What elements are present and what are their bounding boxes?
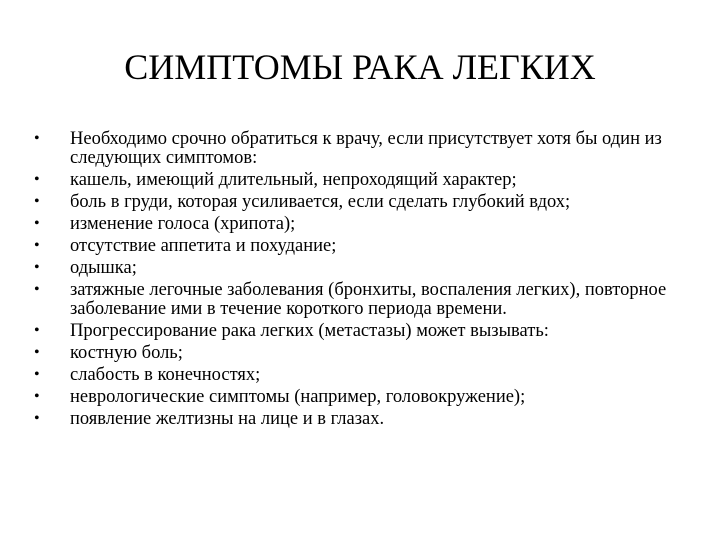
list-item-text: боль в груди, которая усиливается, если сделать глубокий вдох; bbox=[70, 191, 571, 212]
list-item bbox=[34, 237, 674, 256]
list-item-text: появление желтизны на лице и в глазах. bbox=[70, 409, 385, 430]
list-item bbox=[34, 366, 674, 385]
symptom-list bbox=[34, 130, 674, 432]
list-item bbox=[34, 259, 674, 278]
list-item bbox=[34, 215, 674, 234]
list-item-text: Прогрессирование рака легких (метастазы) может вызывать: bbox=[70, 320, 549, 341]
bullet-icon: • bbox=[34, 410, 40, 428]
list-item bbox=[34, 171, 674, 190]
bullet-icon: • bbox=[34, 258, 40, 276]
bullet-icon: • bbox=[34, 192, 40, 210]
bullet-icon: • bbox=[34, 236, 40, 254]
list-item bbox=[34, 388, 674, 407]
list-item-text: костную боль; bbox=[70, 342, 183, 363]
bullet-icon: • bbox=[34, 321, 40, 339]
list-item-text: слабость в конечностях; bbox=[70, 364, 261, 385]
bullet-icon: • bbox=[34, 214, 40, 232]
bullet-icon: • bbox=[34, 170, 40, 188]
list-item bbox=[34, 410, 674, 429]
list-item-text: неврологические симптомы (например, головокружение); bbox=[70, 386, 526, 407]
list-item bbox=[34, 344, 674, 363]
bullet-icon: • bbox=[34, 343, 40, 361]
list-item-text: одышка; bbox=[70, 257, 137, 278]
slide-title: СИМПТОМЫ РАКА ЛЕГКИХ bbox=[124, 47, 596, 87]
list-item-text: кашель, имеющий длительный, непроходящий характер; bbox=[70, 169, 517, 190]
list-item bbox=[34, 281, 674, 318]
list-item-text: затяжные легочные заболевания (бронхиты, воспаления легких), повторное заболевание ими в течение короткого периода времени. bbox=[70, 280, 667, 319]
list-item-text: изменение голоса (хрипота); bbox=[70, 213, 296, 234]
bullet-icon: • bbox=[34, 281, 40, 299]
list-item bbox=[34, 130, 674, 167]
bullet-icon: • bbox=[34, 365, 40, 383]
list-item bbox=[34, 322, 674, 341]
list-item-text: Необходимо срочно обратиться к врачу, если присутствует хотя бы один из следующих симптомов: bbox=[70, 129, 662, 168]
list-item bbox=[34, 193, 674, 212]
list-item-text: отсутствие аппетита и похудание; bbox=[70, 235, 337, 256]
bullet-icon: • bbox=[34, 387, 40, 405]
bullet-icon: • bbox=[34, 130, 40, 147]
